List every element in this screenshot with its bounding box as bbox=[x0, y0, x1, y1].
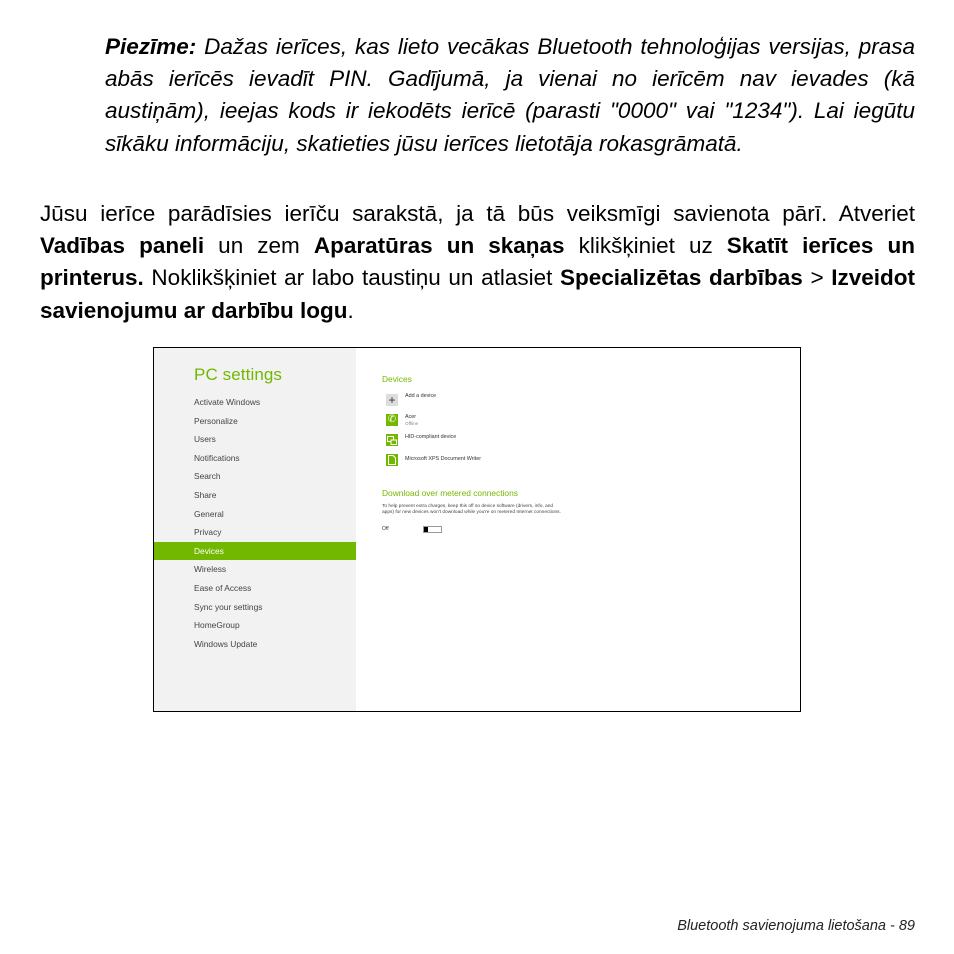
metered-heading: Download over metered connections bbox=[382, 488, 518, 498]
printer-icon bbox=[386, 454, 398, 466]
sidebar-item-privacy[interactable]: Privacy bbox=[194, 527, 222, 538]
add-device-label: Add a device bbox=[405, 393, 437, 399]
para-text-2: un zem bbox=[204, 233, 314, 259]
sidebar-item-general[interactable]: General bbox=[194, 508, 224, 519]
sidebar-item-ease-of-access[interactable]: Ease of Access bbox=[194, 582, 252, 593]
para-bold-advanced-ops: Specializētas darbības bbox=[560, 265, 803, 291]
sidebar-item-search[interactable]: Search bbox=[194, 471, 221, 482]
devices-heading: Devices bbox=[382, 374, 412, 384]
settings-sidebar bbox=[154, 348, 356, 711]
device-status: Offline bbox=[405, 421, 419, 426]
sidebar-item-devices[interactable]: Devices bbox=[154, 542, 356, 561]
settings-menu bbox=[154, 393, 356, 653]
para-text-1: Jūsu ierīce parādīsies ierīču sarakstā, ja tā būs veiksmīgi savienota pārī. Atveriet bbox=[40, 201, 915, 226]
phone-icon: ✆ bbox=[387, 414, 397, 425]
sidebar-item-users[interactable]: Users bbox=[194, 434, 216, 445]
para-text-6: . bbox=[347, 297, 354, 323]
sidebar-item-windows-update[interactable]: Windows Update bbox=[194, 638, 258, 649]
sidebar-item-homegroup[interactable]: HomeGroup bbox=[194, 620, 240, 631]
keyboard-icon bbox=[386, 434, 398, 446]
body-paragraph bbox=[40, 198, 915, 327]
sidebar-item-activate-windows[interactable]: Activate Windows bbox=[194, 397, 261, 407]
para-bold-connect-action: Izveidot savienojumu ar darbību logu bbox=[40, 265, 915, 323]
pc-settings-screenshot bbox=[153, 347, 801, 712]
sidebar-item-sync-your-settings[interactable]: Sync your settings bbox=[194, 601, 263, 612]
para-bold-control-panel: Vadības paneli bbox=[40, 233, 205, 259]
para-text-3: klikšķiniet uz bbox=[564, 233, 727, 259]
devices-pane bbox=[382, 348, 792, 711]
sidebar-item-share[interactable]: Share bbox=[194, 489, 217, 500]
para-text-5: > bbox=[802, 265, 832, 291]
device-name: Acer bbox=[405, 414, 417, 420]
para-bold-hardware-sound: Aparatūras un skaņas bbox=[313, 233, 565, 259]
metered-toggle[interactable] bbox=[423, 526, 442, 533]
plus-icon: + bbox=[386, 394, 398, 406]
metered-description: To help prevent extra charges, keep this off so device software (drivers, info, and apps) for new devices won't download while you're on metered Internet connections. bbox=[382, 504, 561, 516]
device-name: HID-compliant device bbox=[405, 434, 457, 440]
toggle-knob[interactable] bbox=[424, 527, 428, 532]
toggle-label: Off bbox=[382, 526, 389, 532]
para-text-4: Noklikšķiniet ar labo taustiņu un atlasiet bbox=[143, 265, 561, 291]
device-name: Microsoft XPS Document Writer bbox=[405, 456, 481, 462]
para-bold-view-devices: Skatīt ierīces un printerus. bbox=[40, 233, 915, 291]
sidebar-item-notifications[interactable]: Notifications bbox=[194, 452, 240, 463]
note-paragraph bbox=[105, 31, 915, 160]
sidebar-item-wireless[interactable]: Wireless bbox=[194, 564, 227, 575]
note-label: Piezīme: bbox=[105, 34, 197, 59]
sidebar-item-personalize[interactable]: Personalize bbox=[194, 415, 238, 426]
keyboard-glyph bbox=[387, 436, 397, 445]
note-text: Dažas ierīces, kas lieto vecākas Bluetooth tehnoloģijas versijas, prasa abās ierīcēs ievadīt PIN. Gadījumā, ja vienai no ierīcēm nav ievades (kā austiņām), ieejas kods ir iekodēts ierīcē (parasti "0000" vai "1234"). Lai iegūtu sīkāku informāciju, skatieties jūsu ierīces lietotāja rokasgrāmatā. bbox=[105, 34, 915, 156]
page-footer: Bluetooth savienojuma lietošana - 89 bbox=[677, 918, 915, 934]
document-glyph bbox=[388, 455, 396, 465]
settings-title: PC settings bbox=[194, 365, 283, 384]
